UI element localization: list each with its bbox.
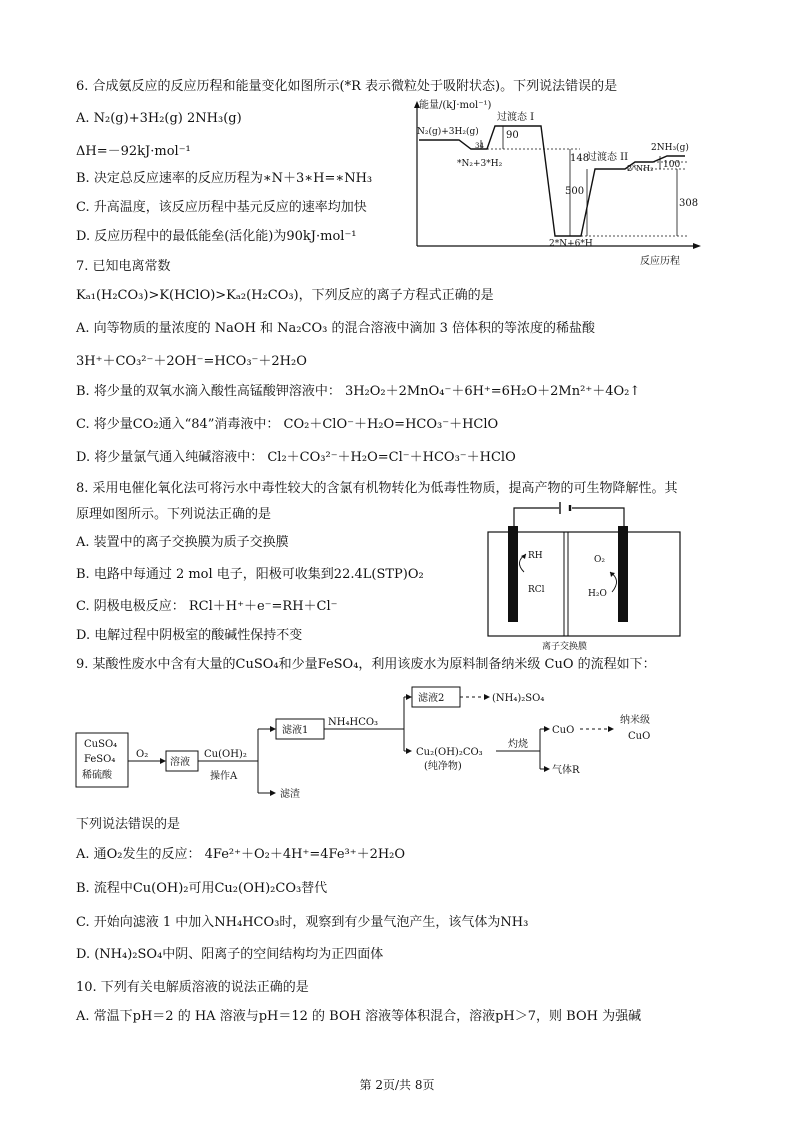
q10-option-a: A. 常温下pH＝2 的 HA 溶液与pH＝12 的 BOH 溶液等体积混合，溶液pH＞7，则 BOH 为强碱 — [76, 1009, 642, 1024]
filtrate2-label: 滤液2 — [418, 693, 445, 704]
q8-stem: 8. 采用电催化氧化法可将污水中毒性较大的含氯有机物转化为低毒性物质，提高产物的可生物降解性。其 — [76, 481, 678, 496]
cuo-product: CuO — [552, 725, 575, 736]
basic-copper-carbonate: Cu₂(OH)₂CO₃ — [416, 747, 483, 758]
q6-option-a-enthalpy: ΔH=－92kJ·mol⁻¹ — [76, 144, 191, 159]
q7-option-a-equation: 3H⁺＋CO₃²⁻＋2OH⁻=HCO₃⁻＋2H₂O — [76, 354, 307, 369]
q9-option-b: B. 流程中Cu(OH)₂可用Cu₂(OH)₂CO₃替代 — [76, 881, 328, 896]
q7-condition: Kₐ₁(H₂CO₃)>K(HClO)>Kₐ₂(H₂CO₃)，下列反应的离子方程式正确的是 — [76, 288, 494, 303]
intermediate-label: 2*N+6*H — [549, 239, 593, 249]
q7-option-c: C. 将少量CO₂通入“84”消毒液中： CO₂＋ClO⁻＋H₂O=HCO₃⁻＋HClO — [76, 417, 499, 432]
o2-label: O₂ — [594, 555, 605, 565]
q6-option-c: C. 升高温度，该反应历程中基元反应的速率均加快 — [76, 200, 367, 215]
energy-profile-diagram — [405, 96, 705, 268]
q8-stem-continued: 原理如图所示。下列说法正确的是 — [76, 507, 272, 522]
cuoh2-reagent: Cu(OH)₂ — [204, 749, 247, 760]
q6-option-b: B. 决定总反应速率的反应历程为∗N＋3∗H=∗NH₃ — [76, 171, 373, 186]
value-34: 34 — [475, 142, 484, 150]
rh-label: RH — [528, 551, 543, 561]
h2o-label: H₂O — [588, 589, 607, 599]
nh2-label: 2*NH₂ — [627, 164, 654, 173]
adsorbed-label: *N₂+3*H₂ — [457, 159, 503, 169]
q9-stem: 9. 某酸性废水中含有大量的CuSO₄和少量FeSO₄，利用该废水为原料制备纳米级 CuO 的流程如下： — [76, 657, 656, 672]
q9-question: 下列说法错误的是 — [76, 817, 181, 832]
q9-option-d: D. (NH₄)₂SO₄中阴、阳离子的空间结构均为正四面体 — [76, 947, 384, 962]
ammonium-sulfate-label: (NH₄)₂SO₄ — [492, 693, 545, 704]
product-label: 2NH₃(g) — [651, 143, 689, 153]
energy-path — [419, 126, 685, 236]
o2-reagent: O₂ — [136, 749, 149, 760]
page-footer: 第 2页/共 8页 — [359, 1078, 435, 1092]
value-500: 500 — [565, 186, 585, 197]
q6-option-d: D. 反应历程中的最低能垒(活化能)为90kJ·mol⁻¹ — [76, 229, 357, 244]
q8-option-d: D. 电解过程中阴极室的酸碱性保持不变 — [76, 628, 303, 643]
q6-stem: 6. 合成氨反应的反应历程和能量变化如图所示(*R 表示微粒处于吸附状态)。下列说法错误的是 — [76, 79, 618, 94]
feed-acid: 稀硫酸 — [82, 770, 112, 781]
filtrate1-label: 滤液1 — [282, 725, 309, 736]
feed-feso4: FeSO₄ — [84, 754, 116, 765]
energy-y-label: 能量/(kJ·mol⁻¹) — [419, 100, 492, 111]
nh4hco3-reagent: NH₄HCO₃ — [328, 717, 379, 728]
pure-substance-label: (纯净物) — [424, 761, 462, 772]
anode-electrode — [618, 526, 628, 622]
electrolysis-cell-diagram — [484, 500, 684, 652]
value-90: 90 — [506, 130, 519, 141]
q7-option-b: B. 将少量的双氧水滴入酸性高锰酸钾溶液中： 3H₂O₂＋2MnO₄⁻＋6H⁺=6H₂O＋2Mn²⁺＋4O₂↑ — [76, 384, 641, 399]
q8-option-a: A. 装置中的离子交换膜为质子交换膜 — [76, 535, 289, 550]
q8-option-c: C. 阴极电极反应： RCl＋H⁺＋e⁻=RH＋Cl⁻ — [76, 599, 338, 614]
process-flow-diagram — [74, 683, 714, 803]
q8-option-b: B. 电路中每通过 2 mol 电子，阳极可收集到22.4L(STP)O₂ — [76, 567, 424, 582]
solution-label: 溶液 — [170, 757, 190, 768]
q9-option-a: A. 通O₂发生的反应： 4Fe²⁺＋O₂＋4H⁺=4Fe³⁺＋2H₂O — [76, 847, 406, 862]
gas-r-label: 气体R — [552, 765, 580, 776]
calcination-label: 灼烧 — [508, 739, 528, 750]
ts2-label: 过渡态 II — [587, 152, 629, 163]
value-148: 148 — [570, 153, 590, 164]
ts1-label: 过渡态 I — [497, 112, 535, 123]
cathode-electrode — [508, 526, 518, 622]
q9-option-c: C. 开始向滤液 1 中加入NH₄HCO₃时，观察到有少量气泡产生，该气体为NH₃ — [76, 915, 529, 930]
nano-label-line1: 纳米级 — [620, 715, 650, 726]
nano-label-line2: CuO — [628, 731, 651, 742]
q7-stem: 7. 已知电离常数 — [76, 259, 171, 274]
value-100: 100 — [663, 160, 681, 170]
q7-option-a: A. 向等物质的量浓度的 NaOH 和 Na₂CO₃ 的混合溶液中滴加 3 倍体积的等浓度的稀盐酸 — [76, 321, 595, 336]
feed-cuso4: CuSO₄ — [84, 739, 118, 750]
operation-a: 操作A — [210, 771, 238, 782]
energy-x-label: 反应历程 — [640, 256, 680, 267]
residue-label: 滤渣 — [280, 789, 300, 800]
reactants-label: N₂(g)+3H₂(g) — [417, 127, 479, 137]
rcl-label: RCl — [528, 585, 545, 595]
value-308: 308 — [679, 198, 699, 209]
q10-stem: 10. 下列有关电解质溶液的说法正确的是 — [76, 980, 309, 995]
q7-option-d: D. 将少量氯气通入纯碱溶液中： Cl₂＋CO₃²⁻＋H₂O=Cl⁻＋HCO₃⁻＋HClO — [76, 450, 516, 465]
membrane-label: 离子交换膜 — [542, 642, 588, 652]
q6-option-a: A. N₂(g)+3H₂(g) 2NH₃(g) — [76, 111, 242, 126]
